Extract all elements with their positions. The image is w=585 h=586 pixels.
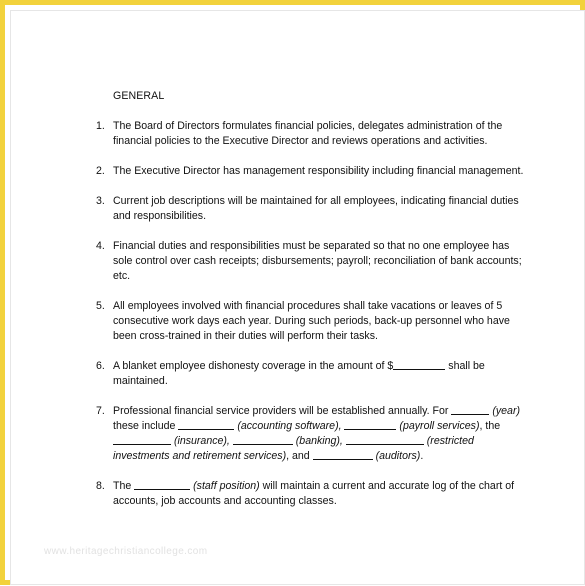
item-text-line: Current job descriptions will be maintained for all employees, indicating financial duties	[113, 195, 519, 207]
item-number: 1.	[96, 120, 105, 132]
policy-item-8	[96, 479, 518, 509]
banking-blank[interactable]	[233, 434, 293, 445]
section-heading: GENERAL	[113, 90, 165, 102]
amount-blank[interactable]	[393, 359, 445, 370]
item-number: 5.	[96, 300, 105, 312]
item-text-line	[113, 479, 518, 494]
item-text-line	[113, 404, 518, 419]
item-text: , and	[286, 450, 313, 462]
item-text-line	[113, 449, 518, 464]
item-text-line: been cross-trained in their duties will perform their tasks.	[113, 330, 378, 342]
policy-item-6	[96, 359, 518, 389]
policy-item-1	[96, 119, 518, 149]
item-text-line: Financial duties and responsibilities must be separated so that no one employee has	[113, 240, 510, 252]
auditors-blank[interactable]	[313, 449, 373, 460]
document-content	[11, 11, 585, 586]
item-text-line: The Board of Directors formulates financial policies, delegates administration of the	[113, 120, 503, 132]
item-number: 4.	[96, 240, 105, 252]
policy-item-2	[96, 164, 524, 179]
accounting-software-blank[interactable]	[178, 419, 234, 430]
policy-item-5	[96, 299, 518, 344]
item-text: will maintain a current and accurate log of the chart of	[259, 480, 515, 492]
restricted-investments-blank[interactable]	[346, 434, 424, 445]
item-text: (accounting software),	[234, 420, 345, 432]
watermark-text: www.heritagechristiancollege.com	[44, 546, 208, 557]
item-text-line: etc.	[113, 270, 131, 282]
document-page	[10, 10, 585, 585]
policy-item-7	[96, 404, 520, 464]
item-number: 3.	[96, 195, 105, 207]
item-text-line: maintained.	[113, 375, 168, 387]
item-text: The	[113, 480, 135, 492]
item-text-line	[113, 359, 518, 374]
staff-position-blank[interactable]	[134, 479, 190, 490]
item-text: (restricted	[423, 435, 474, 447]
item-text: (banking),	[292, 435, 346, 447]
item-text-line: All employees involved with financial procedures shall take vacations or leaves of 5	[113, 300, 503, 312]
item-text: (payroll services)	[396, 420, 480, 432]
item-text: .	[420, 450, 424, 462]
item-text: , the	[479, 420, 501, 432]
item-text: (year)	[489, 405, 520, 417]
item-text: Professional financial service providers will be established annually. For	[113, 405, 452, 417]
item-text-line: consecutive work days each year. During such periods, back-up personnel who have	[113, 315, 510, 327]
item-text: investments and retirement services)	[113, 450, 287, 462]
item-text: (auditors)	[372, 450, 421, 462]
item-text-line: and responsibilities.	[113, 210, 207, 222]
item-text: A blanket employee dishonesty coverage in the amount of $	[113, 360, 394, 372]
item-text-line: The Executive Director has management responsibility including financial management.	[113, 165, 524, 177]
item-text-line: financial policies to the Executive Director and reviews operations and activities.	[113, 135, 488, 147]
item-text-line	[113, 419, 518, 434]
item-number: 8.	[96, 480, 105, 492]
year-blank[interactable]	[451, 404, 489, 415]
policy-item-4	[96, 239, 522, 284]
item-number: 2.	[96, 165, 105, 177]
item-text: (insurance),	[171, 435, 233, 447]
payroll-services-blank[interactable]	[344, 419, 396, 430]
policy-item-3	[96, 194, 519, 224]
item-text: these include	[113, 420, 179, 432]
item-text-line: sole control over cash receipts; disbursements; payroll; reconciliation of bank accounts;	[113, 255, 522, 267]
item-text-line	[113, 434, 518, 449]
item-number: 6.	[96, 360, 105, 372]
item-text: (staff position)	[190, 480, 260, 492]
item-text-line: accounts, job accounts and accounting classes.	[113, 495, 337, 507]
item-number: 7.	[96, 405, 105, 417]
item-text: shall be	[445, 360, 485, 372]
insurance-blank[interactable]	[113, 434, 171, 445]
